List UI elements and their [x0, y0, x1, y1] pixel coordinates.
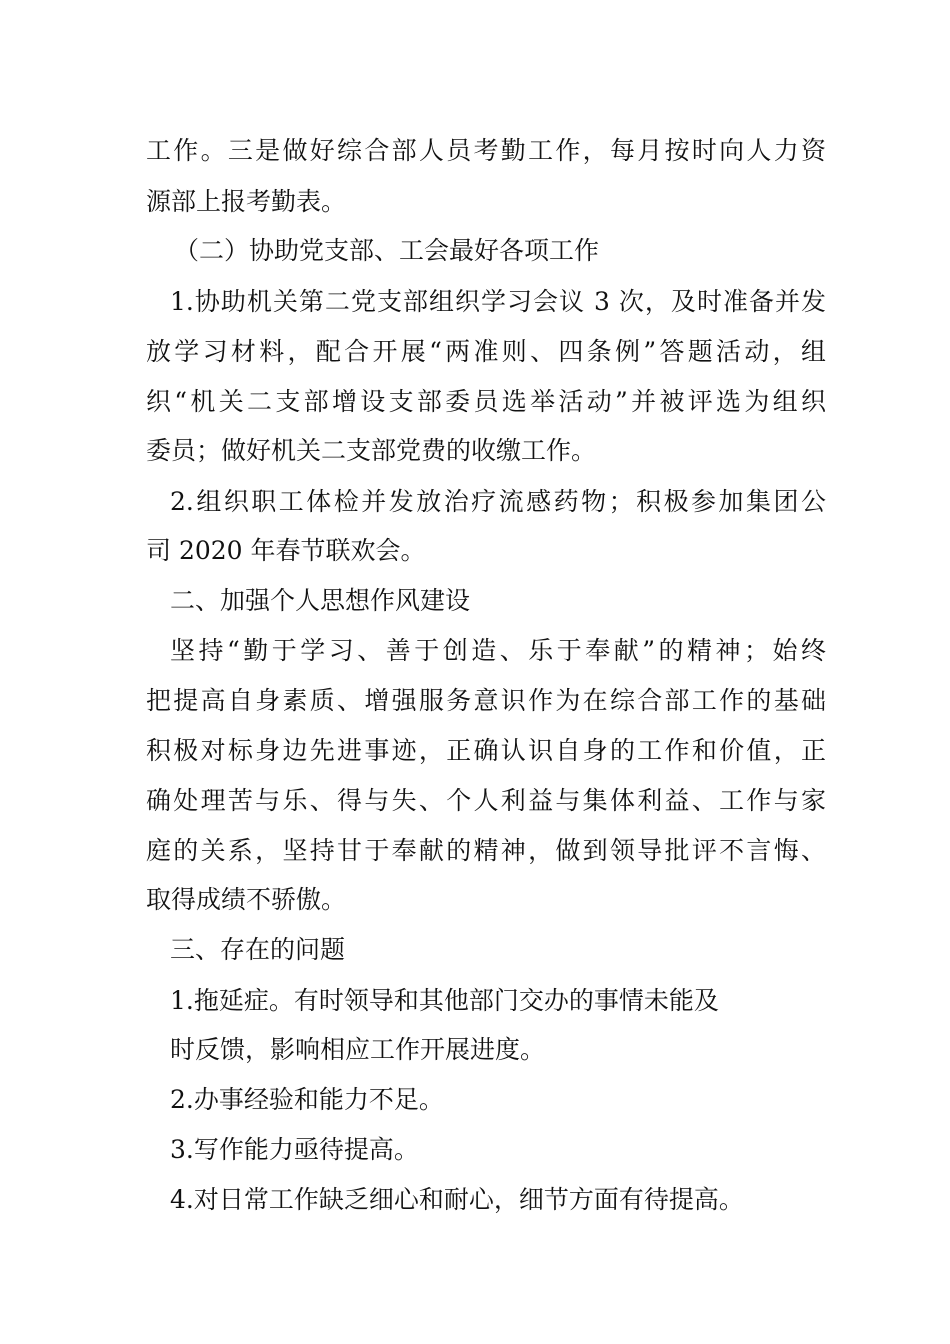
body-text-line: 委员；做好机关二支部党费的收缴工作。	[146, 436, 597, 465]
body-text-line: 积极对标身边先进事迹，正确认识自身的工作和价值，正	[146, 736, 826, 765]
body-text-line: 工作。三是做好综合部人员考勤工作，每月按时向人力资	[146, 136, 826, 165]
body-text-line: 坚持“勤于学习、善于创造、乐于奉献”的精神；始终	[170, 636, 826, 665]
body-text-line: 源部上报考勤表。	[146, 187, 347, 216]
list-item: 3.写作能力亟待提高。	[170, 1135, 419, 1164]
list-item: 4.对日常工作缺乏细心和耐心，细节方面有待提高。	[170, 1185, 744, 1214]
body-text-line: 取得成绩不骄傲。	[146, 885, 347, 914]
body-text-line: 确处理苦与乐、得与失、个人利益与集体利益、工作与家	[146, 786, 826, 815]
list-item: 2.组织职工体检并发放治疗流感药物；积极参加集团公	[170, 487, 826, 516]
list-item: 2.办事经验和能力不足。	[170, 1085, 444, 1114]
body-text-line: 把提高自身素质、增强服务意识作为在综合部工作的基础	[146, 686, 826, 715]
section-heading: 二、加强个人思想作风建设	[170, 586, 471, 615]
body-text-line: 庭的关系，坚持甘于奉献的精神，做到领导批评不言悔、	[146, 836, 826, 865]
body-text-line: 织“机关二支部增设支部委员选举活动”并被评选为组织	[146, 387, 826, 416]
body-text-line: 司 2020 年春节联欢会。	[146, 536, 426, 565]
section-heading: （二）协助党支部、工会最好各项工作	[174, 236, 600, 265]
section-heading: 三、存在的问题	[170, 935, 346, 964]
list-item: 1.拖延症。有时领导和其他部门交办的事情未能及	[170, 986, 719, 1015]
list-item-continuation: 时反馈，影响相应工作开展进度。	[170, 1035, 546, 1064]
list-item: 1.协助机关第二党支部组织学习会议 3 次，及时准备并发	[170, 287, 826, 316]
body-text-line: 放学习材料，配合开展“两准则、四条例”答题活动，组	[146, 337, 826, 366]
